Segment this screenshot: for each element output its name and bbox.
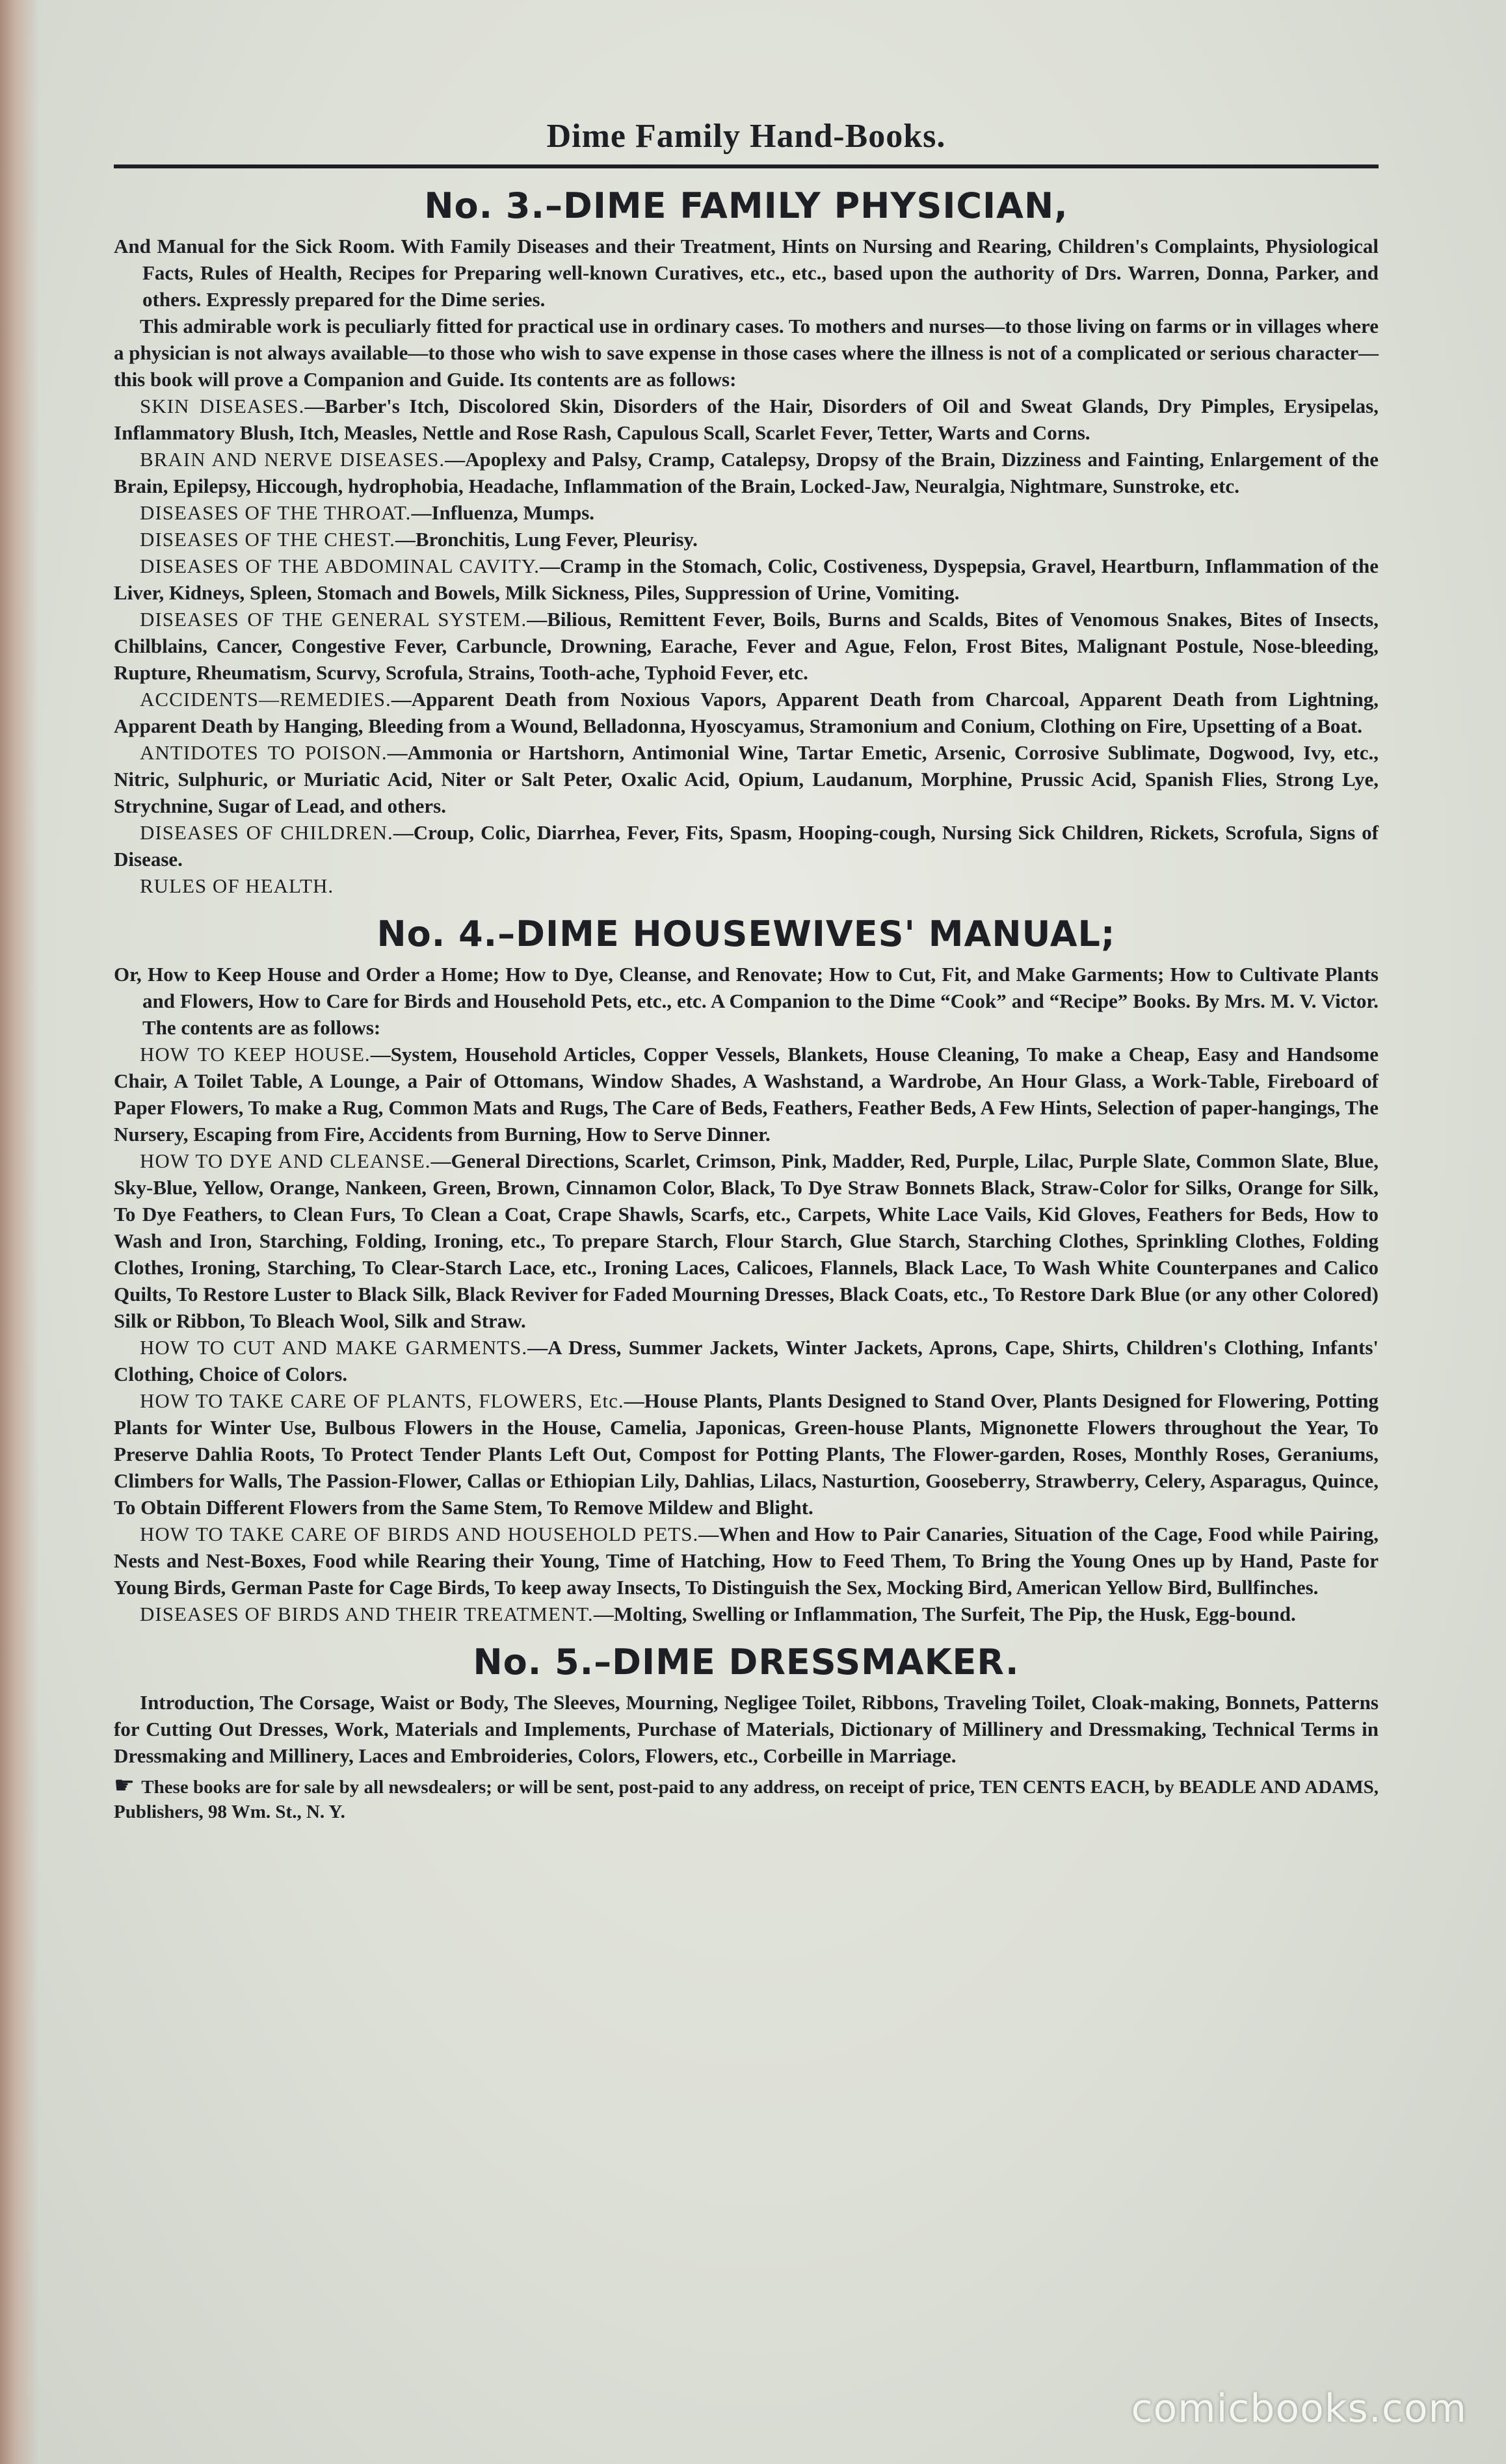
category-item	[114, 393, 1379, 446]
category-text: —Barber's Itch, Discolored Skin, Disorders of the Hair, Disorders of Oil and Sweat Glands, Dry Pimples, Erysipelas, Inflammatory Blush, Itch, Measles, Nettle and Rose Rash, Capulous Scall, Scarlet Fever, Tetter, Warts and Corns.	[114, 395, 1379, 444]
section-dressmaker	[114, 1642, 1379, 1769]
category-item	[114, 1387, 1379, 1521]
category-text: —System, Household Articles, Copper Vessels, Blankets, House Cleaning, To make a Cheap, Easy and Handsome Chair, A Toilet Table, A Lounge, a Pair of Ottomans, Window Shades, A Washstand, a Wardrobe, An Hour Glass, a Work-Table, Fireboard of Paper Flowers, To make a Rug, Common Mats and Rugs, The Care of Beds, Feathers, Feather Beds, A Few Hints, Selection of paper-hangings, The Nursery, Escaping from Fire, Accidents from Burning, How to Serve Dinner.	[114, 1043, 1379, 1146]
category-label: HOW TO DYE AND CLEANSE.	[140, 1149, 431, 1172]
section-housewives-manual	[114, 913, 1379, 1627]
section-title: No. 3.–DIME FAMILY PHYSICIAN,	[424, 185, 1068, 226]
category-item	[114, 686, 1379, 739]
category-item	[114, 819, 1379, 872]
category-text: —House Plants, Plants Designed to Stand Over, Plants Designed for Flowering, Potting Plants for Winter Use, Bulbous Flowers in the House, Camelia, Japonicas, Green-house Plants, Mignonette Flowers throughout the Year, To Preserve Dahlia Roots, To Protect Tender Plants Left Out, Compost for Potting Plants, The Flower-garden, Roses, Monthly Roses, Geraniums, Climbers for Walls, The Passion-Flower, Callas or Ethiopian Lily, Dahlias, Lilacs, Nasturtion, Gooseberry, Strawberry, Celery, Asparagus, Quince, To Obtain Different Flowers from the Same Stem, To Remove Mildew and Blight.	[114, 1389, 1379, 1519]
category-text: —Cramp in the Stomach, Colic, Costiveness, Dyspepsia, Gravel, Heartburn, Inflammation of the Liver, Kidneys, Spleen, Stomach and Bowels, Milk Sickness, Piles, Suppression of Urine, Vomiting.	[114, 555, 1379, 604]
pointing-hand-icon: ☛	[114, 1772, 135, 1798]
running-head: Dime Family Hand-Books.	[546, 118, 946, 155]
category-text: —Ammonia or Hartshorn, Antimonial Wine, Tartar Emetic, Arsenic, Corrosive Sublimate, Dogwood, Ivy, etc., Nitric, Sulphuric, or Muriatic Acid, Niter or Salt Peter, Oxalic Acid, Opium, Laudanum, Morphine, Prussic Acid, Spanish Flies, Strong Lye, Strychnine, Sugar of Lead, and others.	[114, 741, 1379, 817]
category-text: —Apoplexy and Palsy, Cramp, Catalepsy, Dropsy of the Brain, Dizziness and Fainting, Enlargement of the Brain, Epilepsy, Hiccough, hydrophobia, Headache, Inflammation of the Brain, Locked-Jaw, Neuralgia, Nightmare, Sunstroke, etc.	[114, 448, 1379, 497]
category-text: —A Dress, Summer Jackets, Winter Jackets, Aprons, Cape, Shirts, Children's Clothing, Infants' Clothing, Choice of Colors.	[114, 1336, 1379, 1385]
category-label: HOW TO TAKE CARE OF PLANTS, FLOWERS, Etc.	[140, 1389, 624, 1412]
category-text: —Bilious, Remittent Fever, Boils, Burns and Scalds, Bites of Venomous Snakes, Bites of Insects, Chilblains, Cancer, Congestive Fever, Carbuncle, Drowning, Earache, Fever and Ague, Felon, Frost Bites, Malignant Postule, Nose-bleeding, Rupture, Rheumatism, Scurvy, Scrofula, Strains, Tooth-ache, Typhoid Fever, etc.	[114, 608, 1379, 684]
category-item	[114, 872, 1379, 899]
category-label: DISEASES OF CHILDREN.	[140, 821, 393, 844]
section-intro: Introduction, The Corsage, Waist or Body, The Sleeves, Mourning, Negligee Toilet, Ribbons, Traveling Toilet, Cloak-making, Bonnets, Patterns for Cutting Out Dresses, Work, Materials and Implements, Purchase of Materials, Dictionary of Millinery and Dressmaking, Technical Terms in Dressmaking and Millinery, Laces and Embroideries, Colors, Flowers, etc., Corbeille in Marriage.	[114, 1691, 1379, 1767]
publisher-notice	[114, 1773, 1379, 1824]
category-text: —General Directions, Scarlet, Crimson, Pink, Madder, Red, Purple, Lilac, Purple Slate, Common Slate, Blue, Sky-Blue, Yellow, Orange, Nankeen, Green, Brown, Cinnamon Color, Black, To Dye Straw Bonnets Black, Straw-Color for Silks, Orange for Silk, To Dye Feathers, to Clean Furs, To Clean a Coat, Crape Shawls, Scarfs, etc., Carpets, White Lace Vails, Kid Gloves, Feathers for Beds, How to Wash and Iron, Starching, Folding, Ironing, etc., To prepare Starch, Flour Starch, Glue Starch, Starching Clothes, Sprinkling Clothes, Folding Clothes, Ironing, Starching, To Clear-Starch Lace, etc., Ironing Laces, Calicoes, Flannels, Black Lace, To Wash White Counterpanes and Calico Quilts, To Restore Luster to Black Silk, Black Reviver for Faded Mourning Dresses, Black Coats, etc., To Restore Dark Blue (or any other Colored) Silk or Ribbon, To Bleach Wool, Silk and Straw.	[114, 1149, 1379, 1332]
category-item	[114, 1601, 1379, 1627]
category-item	[114, 1041, 1379, 1147]
section-intro: Or, How to Keep House and Order a Home; How to Dye, Cleanse, and Renovate; How to Cut, Fit, and Make Garments; How to Cultivate Plants and Flowers, How to Care for Birds and Household Pets, etc., etc. A Companion to the Dime “Cook” and “Recipe” Books. By Mrs. M. V. Victor. The contents are as follows:	[114, 963, 1379, 1039]
category-item	[114, 446, 1379, 499]
category-label: BRAIN AND NERVE DISEASES.	[140, 448, 445, 471]
watermark: comicbooks.com	[1131, 2386, 1467, 2431]
section-title: No. 5.–DIME DRESSMAKER.	[473, 1642, 1020, 1683]
section-intro: And Manual for the Sick Room. With Family Diseases and their Treatment, Hints on Nursing and Rearing, Children's Complaints, Physiological Facts, Rules of Health, Recipes for Preparing well-known Curatives, etc., etc., based upon the authority of Drs. Warren, Donna, Parker, and others. Expressly prepared for the Dime series.	[114, 235, 1379, 311]
category-label: RULES OF HEALTH.	[140, 874, 334, 897]
category-text: —Molting, Swelling or Inflammation, The Surfeit, The Pip, the Husk, Egg-bound.	[593, 1603, 1296, 1625]
category-item	[114, 1334, 1379, 1387]
category-label: HOW TO CUT AND MAKE GARMENTS.	[140, 1336, 528, 1359]
category-item	[114, 606, 1379, 686]
category-item	[114, 1521, 1379, 1601]
category-label: ACCIDENTS—REMEDIES.	[140, 688, 391, 711]
document-body	[114, 117, 1379, 1843]
category-label: SKIN DISEASES.	[140, 395, 305, 417]
category-text: —Apparent Death from Noxious Vapors, Apparent Death from Charcoal, Apparent Death from Lightning, Apparent Death by Hanging, Bleeding from a Wound, Belladonna, Hyoscyamus, Stramonium and Conium, Clothing on Fire, Upsetting of a Boat.	[114, 688, 1379, 737]
header-rule	[114, 164, 1379, 168]
category-item	[114, 499, 1379, 526]
category-item	[114, 1147, 1379, 1334]
category-item	[114, 553, 1379, 606]
category-label: DISEASES OF THE CHEST.	[140, 528, 395, 551]
category-label: HOW TO TAKE CARE OF BIRDS AND HOUSEHOLD PETS.	[140, 1523, 699, 1545]
category-text: —Influenza, Mumps.	[411, 501, 595, 524]
category-text: —Bronchitis, Lung Fever, Pleurisy.	[395, 528, 698, 551]
section-family-physician	[114, 185, 1379, 899]
category-item	[114, 739, 1379, 819]
category-label: ANTIDOTES TO POISON.	[140, 741, 388, 764]
category-label: DISEASES OF BIRDS AND THEIR TREATMENT.	[140, 1603, 594, 1625]
category-label: DISEASES OF THE GENERAL SYSTEM.	[140, 608, 527, 631]
section-intro-2: This admirable work is peculiarly fitted for practical use in ordinary cases. To mothers and nurses—to those living on farms or in villages where a physician is not always available—to those who wish to save expense in those cases where the illness is not of a complicated or serious character—this book will prove a Companion and Guide. Its contents are as follows:	[114, 315, 1379, 391]
category-label: DISEASES OF THE ABDOMINAL CAVITY.	[140, 555, 540, 577]
page-edge	[0, 0, 39, 2464]
category-label: DISEASES OF THE THROAT.	[140, 501, 412, 524]
category-item	[114, 526, 1379, 553]
publisher-notice-text: These books are for sale by all newsdealers; or will be sent, post-paid to any address, on receipt of price, TEN CENTS EACH, by BEADLE AND ADAMS, Publishers, 98 Wm. St., N. Y.	[114, 1777, 1379, 1822]
category-text: —When and How to Pair Canaries, Situation of the Cage, Food while Pairing, Nests and Nest-Boxes, Food while Rearing their Young, Time of Hatching, How to Feed Them, To Bring the Young Ones up by Hand, Paste for Young Birds, German Paste for Cage Birds, To keep away Insects, To Distinguish the Sex, Mocking Bird, American Yellow Bird, Bullfinches.	[114, 1523, 1379, 1599]
category-text: —Croup, Colic, Diarrhea, Fever, Fits, Spasm, Hooping-cough, Nursing Sick Children, Rickets, Scrofula, Signs of Disease.	[114, 821, 1379, 871]
category-label: HOW TO KEEP HOUSE.	[140, 1043, 371, 1066]
section-title: No. 4.–DIME HOUSEWIVES' MANUAL;	[376, 913, 1116, 954]
